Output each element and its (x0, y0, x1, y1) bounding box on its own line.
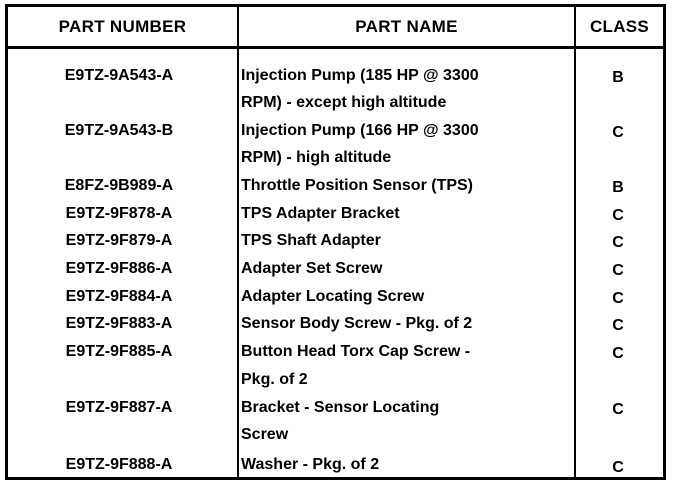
part-number-cell: E9TZ-9F887-A (65, 399, 173, 416)
part-name-cell: TPS Adapter Bracket (241, 205, 400, 222)
part-number-cell: E9TZ-9F883-A (65, 315, 173, 332)
part-number-cell: E9TZ-9A543-B (64, 122, 174, 139)
header-part-number: PART NUMBER (58, 17, 187, 36)
class-cell: B (612, 69, 624, 86)
part-name-cell: Washer - Pkg. of 2 (241, 456, 380, 473)
part-number-cell: E9TZ-9F878-A (65, 205, 173, 222)
class-cell: C (612, 401, 624, 418)
part-name-cell: Adapter Set Screw (241, 260, 383, 277)
part-number-cell: E9TZ-9F879-A (65, 232, 173, 249)
part-name-cell-continued: RPM) - high altitude (241, 149, 392, 166)
class-cell: C (612, 262, 624, 279)
class-cell: C (612, 124, 624, 141)
part-name-cell: Sensor Body Screw - Pkg. of 2 (241, 315, 473, 332)
part-name-cell-continued: Pkg. of 2 (241, 371, 308, 388)
part-name-cell: Injection Pump (185 HP @ 3300 (241, 67, 479, 84)
class-cell: B (612, 179, 624, 196)
header-part-name: PART NAME (355, 17, 458, 36)
part-number-cell: E9TZ-9F884-A (65, 288, 173, 305)
part-name-cell-continued: RPM) - except high altitude (241, 94, 447, 111)
part-name-cell: Bracket - Sensor Locating (241, 399, 440, 416)
class-cell: C (612, 459, 624, 476)
part-number-cell: E9TZ-9F886-A (65, 260, 173, 277)
class-cell: C (612, 345, 624, 362)
part-name-cell: Injection Pump (166 HP @ 3300 (241, 122, 479, 139)
class-cell: C (612, 207, 624, 224)
part-name-cell-continued: Screw (241, 426, 289, 443)
header-class: CLASS (589, 17, 650, 36)
part-name-cell: Adapter Locating Screw (241, 288, 425, 305)
part-number-cell: E9TZ-9A543-A (64, 67, 174, 84)
part-name-cell: Button Head Torx Cap Screw - (241, 343, 471, 360)
part-name-cell: TPS Shaft Adapter (241, 232, 381, 249)
class-cell: C (612, 290, 624, 307)
part-number-cell: E9TZ-9F888-A (65, 456, 173, 473)
class-cell: C (612, 317, 624, 334)
column-divider (237, 7, 239, 477)
part-name-cell: Throttle Position Sensor (TPS) (241, 177, 474, 194)
header-divider (8, 46, 663, 49)
part-number-cell: E8FZ-9B989-A (64, 177, 174, 194)
part-number-cell: E9TZ-9F885-A (65, 343, 173, 360)
column-divider (574, 7, 576, 477)
class-cell: C (612, 234, 624, 251)
parts-table (5, 4, 666, 480)
